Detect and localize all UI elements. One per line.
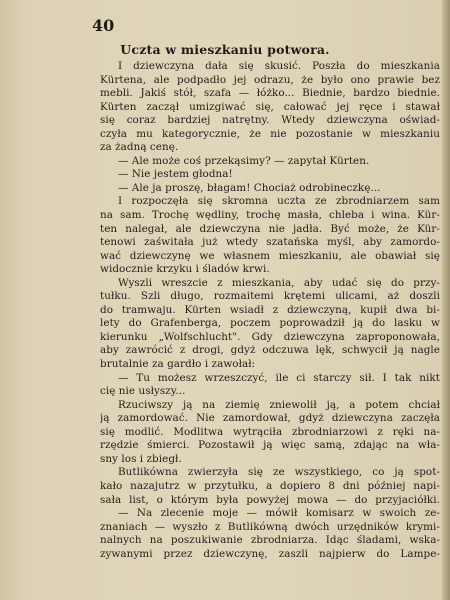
text-line: rzędzie śmierci. Pozostawił ją więc samą, zdając na wła- [100,439,440,452]
text-line: się coraz bardziej natrętny. Wtedy dziewczyna oświad- [100,114,440,127]
page-edge [442,0,450,600]
chapter-title: Uczta w mieszkaniu potwora. [120,42,330,57]
text-line: czyła mu kategorycznie, że nie pozostanie w mieszkaniu [100,127,440,140]
text-line: aby zawrócić z drogi, gdyż odczuwa lęk, schwycił ją nagle [100,344,440,357]
text-line: się modlić. Modlitwa wytrąciła zbrodniarzowi z ręki na- [100,425,440,438]
text-line: kało nazajutrz w przytułku, a dopiero 8 dni później napi- [100,479,440,492]
text-line: zywanymi przez dziewczynę, zaszli najpierw do Lampe- [100,547,440,560]
text-line: I rozpoczęła się skromna uczta ze zbrodniarzem sam [118,195,440,208]
text-line: tenowi zaświtała już wtedy szatańska myśl, aby zamordo- [100,236,440,249]
text-line: lety do Grafenberga, poczem poprowadził ją do lasku w [100,317,440,330]
text-line: tułku. Szli długo, rozmaitemi krętemi ulicami, aż doszli [100,290,440,303]
text-line: — Na zlecenie moje — mówił komisarz w swoich ze- [118,507,440,520]
body-text [100,60,440,561]
text-line: ten nalegał, ale dziewczyna nie jadła. Być może, że Kür- [100,222,440,235]
text-line: wać dziewczynę we własnem mieszkaniu, ale obawiał się [100,249,440,262]
text-line: sny los i zbiegł. [100,452,182,465]
text-line: ją zamordować. Nie zamordował, gdyż dziewczyna zaczęła [100,412,440,425]
text-line: — Ale ja proszę, błagam! Chociaż odrobineczkę... [118,181,381,194]
text-line: cię nie usłyszy... [100,385,186,398]
text-line: Wyszli wreszcie z mieszkania, aby udać się do przy- [118,276,440,289]
text-line: brutalnie za gardło i zawołał: [100,358,256,371]
text-line: nalnych na poszukiwanie zbrodniarza. Idąc śladami, wska- [100,534,440,547]
text-line: widocznie krzyku i śladów krwi. [100,263,270,276]
text-line: Kürtena, ale podpadło jej odrazu, że było ono prawie bez [100,73,440,86]
text-line: znaniach — wyszło z Butlikówną dwóch urzędników krymi- [100,520,440,533]
page-number: 40 [92,16,115,35]
text-line: I dziewczyna dała się skusić. Poszła do mieszkania [118,60,440,72]
text-line: — Nie jestem głodna! [118,168,233,181]
text-line: — Tu możesz wrzeszczyć, ile ci starczy sił. I tak nikt [118,371,440,384]
text-line: — Ale może coś przekąsimy? — zapytał Kürten. [118,154,370,167]
text-line: na sam. Trochę wędliny, trochę masła, chleba i wina. Kür- [100,209,440,222]
text-line: kierunku „Wolfschlucht". Gdy dziewczyna zaproponowała, [100,330,440,343]
text-line: Kürten zaczął umizgiwać się, całować jej ręce i stawał [100,100,440,113]
text-line: do tramwaju. Kürten wsiadł z dziewczyną, kupił dwa bi- [100,303,440,316]
text-line: Rzuciwszy ją na ziemię zniewolił ją, a potem chciał [118,398,440,411]
text-line: sała list, o którym była powyżej mowa — do przyjaciółki. [100,493,440,506]
text-line: za żadną cenę. [100,141,179,154]
text-line: mebli. Jakiś stół, szafa — łóżko... Biednie, bardzo biednie. [100,87,440,100]
text-line: Butlikówna zwierzyła się ze wszystkiego, co ją spot- [118,466,440,479]
